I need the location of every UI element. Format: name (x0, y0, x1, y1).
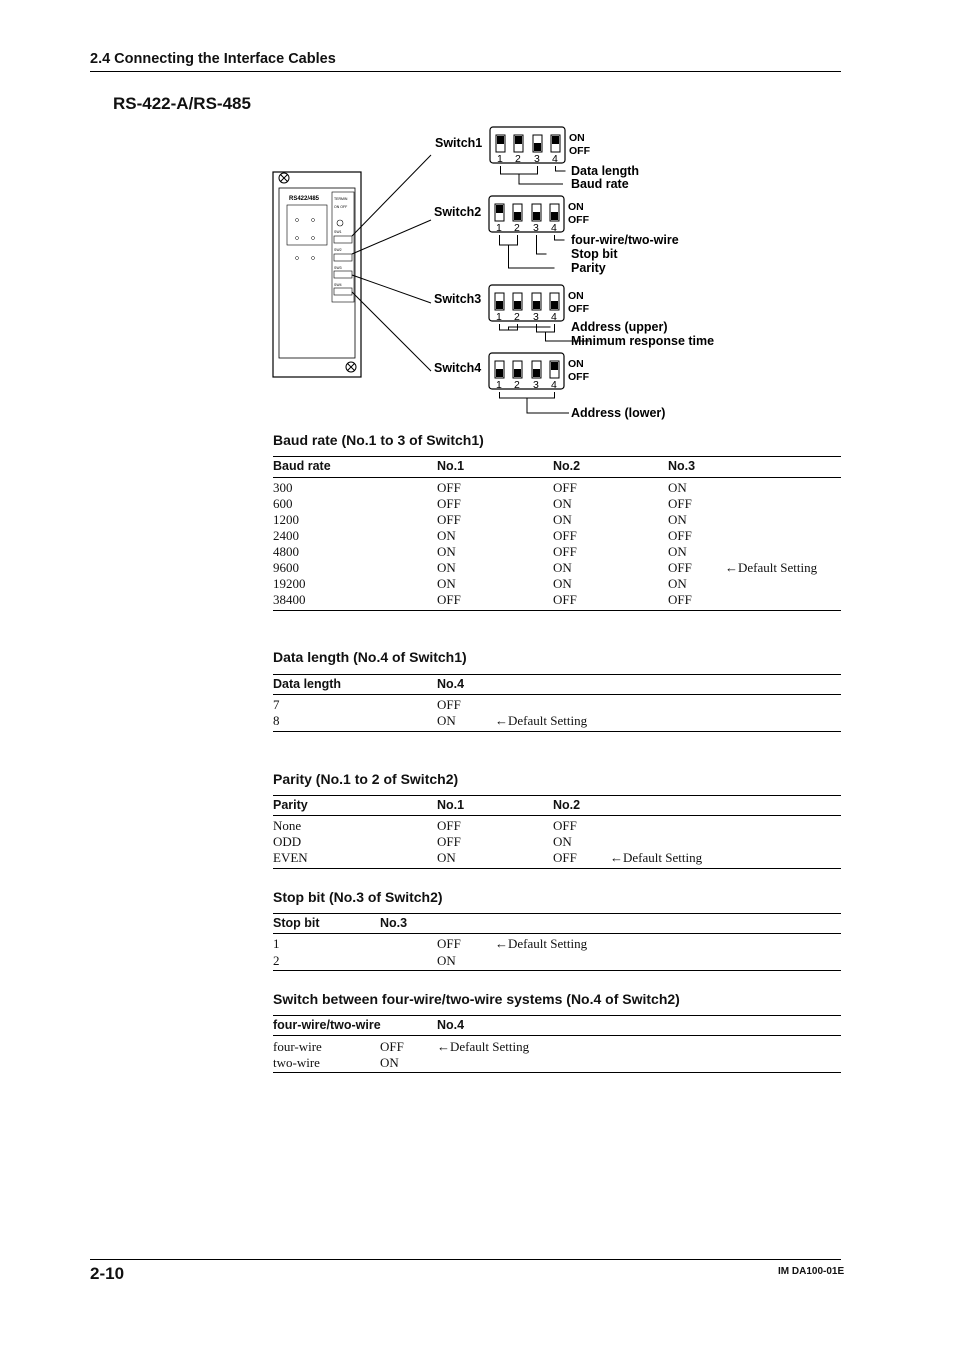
switch4-name: Switch4 (434, 361, 482, 375)
switch4-group (434, 353, 665, 420)
switch3-number-1: 1 (496, 311, 502, 323)
switch1-number-4: 4 (552, 153, 558, 165)
parity-table-header-rule (273, 815, 841, 816)
parity-row-2-col-3: ←Default Setting (610, 850, 703, 865)
switch4-on-label: ON (568, 358, 584, 370)
switch3-number-4: 4 (551, 311, 557, 323)
switch1-lever-4 (552, 136, 559, 144)
switch2-on-label: ON (568, 201, 584, 213)
switch1-number-2: 2 (515, 153, 521, 165)
parity-row-0-col-2: OFF (553, 818, 577, 833)
parity-table-top-rule (273, 795, 841, 796)
switch1-group (435, 127, 639, 191)
switch2-lever-1 (496, 205, 503, 213)
switch4-number-1: 1 (496, 379, 502, 391)
switch1-label-0: Data length (571, 164, 640, 178)
wire-table-bottom-rule (273, 1072, 841, 1073)
baud-row-4-col-3: ON (668, 544, 687, 559)
baud-row-7-col-2: OFF (553, 592, 577, 607)
baud-row-5-col-2: ON (553, 560, 572, 575)
module-sw3-label: SW3 (334, 266, 342, 270)
parity-row-0-col-0: None (273, 818, 302, 833)
stopbit-table-header-rule (273, 933, 841, 934)
stopbit-row-0-col-1: OFF (437, 936, 461, 951)
module-sw4-label: SW4 (334, 283, 342, 287)
switch2-name: Switch2 (434, 205, 482, 219)
document-code: IM DA100-01E (778, 1266, 845, 1277)
baud-row-5-col-4: ←Default Setting (725, 560, 818, 575)
switch4-lever-1 (496, 369, 503, 377)
parity-header-no2: No.2 (553, 798, 581, 812)
dip-switch-diagram (265, 120, 785, 430)
baud-row-3-col-2: OFF (553, 528, 577, 543)
stopbit-row-0-col-2: ←Default Setting (495, 936, 588, 951)
datalen-row-0-col-0: 7 (273, 697, 280, 712)
baud-header-no2: No.2 (553, 459, 581, 473)
baud-row-6-col-0: 19200 (273, 576, 306, 591)
baud-section-title: Baud rate (No.1 to 3 of Switch1) (273, 432, 484, 448)
baud-row-4-col-1: ON (437, 544, 456, 559)
switch3-label-0: Address (upper) (571, 320, 668, 334)
stopbit-table-top-rule (273, 913, 841, 914)
parity-row-1-col-2: ON (553, 834, 572, 849)
baud-row-7-col-1: OFF (437, 592, 461, 607)
baud-row-0-col-3: ON (668, 480, 687, 495)
baud-header-baud: Baud rate (273, 459, 331, 473)
baud-row-0-col-1: OFF (437, 480, 461, 495)
wire-section-title: Switch between four-wire/two-wire systems (No.4 of Switch2) (273, 991, 680, 1007)
switch4-off-label: OFF (568, 371, 589, 383)
stopbit-table-bottom-rule (273, 970, 841, 971)
switch4-number-2: 2 (514, 379, 520, 391)
switch2-number-2: 2 (514, 222, 520, 234)
switch4-number-4: 4 (551, 379, 557, 391)
module-sw1-label: SW1 (334, 230, 342, 234)
baud-row-7-col-3: OFF (668, 592, 692, 607)
switch2-lever-4 (551, 212, 558, 220)
switch1-number-1: 1 (497, 153, 503, 165)
datalen-table-bottom-rule (273, 731, 841, 732)
parity-section-title: Parity (No.1 to 2 of Switch2) (273, 771, 459, 787)
switch3-label-1: Minimum response time (571, 334, 715, 348)
wire-header-no4: No.4 (437, 1018, 465, 1032)
parity-row-2-col-1: ON (437, 850, 456, 865)
baud-row-2-col-3: ON (668, 512, 687, 527)
datalen-header-length: Data length (273, 677, 342, 691)
stopbit-row-1-col-0: 2 (273, 953, 280, 968)
baud-row-2-col-2: ON (553, 512, 572, 527)
datalen-table-header-rule (273, 694, 841, 695)
switch3-number-3: 3 (533, 311, 539, 323)
baud-row-2-col-1: OFF (437, 512, 461, 527)
datalen-table-top-rule (273, 674, 841, 675)
baud-row-6-col-3: ON (668, 576, 687, 591)
switch3-lever-2 (514, 301, 521, 309)
switch4-lever-2 (514, 369, 521, 377)
parity-row-0-col-1: OFF (437, 818, 461, 833)
switch1-number-3: 3 (534, 153, 540, 165)
switch1-lever-3 (534, 143, 541, 151)
baud-row-5-col-1: ON (437, 560, 456, 575)
termin-label: TERMIN (334, 197, 348, 201)
baud-row-1-col-2: ON (553, 496, 572, 511)
stopbit-section-title: Stop bit (No.3 of Switch2) (273, 889, 443, 905)
header-rule (90, 71, 841, 72)
wire-row-1-col-1: ON (380, 1055, 399, 1070)
switch1-lever-1 (497, 136, 504, 144)
baud-row-0-col-2: OFF (553, 480, 577, 495)
parity-row-2-col-2: OFF (553, 850, 577, 865)
page-number: 2-10 (90, 1264, 125, 1283)
switch1-name: Switch1 (435, 136, 483, 150)
baud-table-bottom-rule (273, 610, 841, 611)
switch1-lever-2 (515, 136, 522, 144)
baud-row-4-col-0: 4800 (273, 544, 299, 559)
switch3-group (434, 285, 714, 348)
baud-row-0-col-0: 300 (273, 480, 293, 495)
switch4-number-3: 3 (533, 379, 539, 391)
stopbit-row-0-col-0: 1 (273, 936, 280, 951)
wire-table-top-rule (273, 1015, 841, 1016)
stopbit-row-1-col-1: ON (437, 953, 456, 968)
switch2-lever-2 (514, 212, 521, 220)
baud-row-3-col-0: 2400 (273, 528, 299, 543)
switch2-label-0: four-wire/two-wire (571, 233, 679, 247)
baud-row-1-col-1: OFF (437, 496, 461, 511)
footer-rule (90, 1259, 841, 1260)
baud-row-7-col-0: 38400 (273, 592, 306, 607)
baud-table-header-rule (273, 477, 841, 478)
wire-row-0-col-0: four-wire (273, 1039, 322, 1054)
switch3-on-label: ON (568, 290, 584, 302)
switch1-on-label: ON (569, 132, 585, 144)
switch1-label-1: Baud rate (571, 177, 629, 191)
wire-table-header-rule (273, 1035, 841, 1036)
wire-row-0-col-2: ←Default Setting (437, 1039, 530, 1054)
baud-header-no1: No.1 (437, 459, 465, 473)
datalen-section-title: Data length (No.4 of Switch1) (273, 649, 467, 665)
wire-row-0-col-1: OFF (380, 1039, 404, 1054)
baud-row-6-col-1: ON (437, 576, 456, 591)
switch3-lever-4 (551, 301, 558, 309)
switch2-group (434, 196, 679, 275)
switch2-label-2: Parity (571, 261, 606, 275)
section-header: 2.4 Connecting the Interface Cables (90, 51, 336, 67)
baud-header-no3: No.3 (668, 459, 696, 473)
parity-header-parity: Parity (273, 798, 308, 812)
parity-row-1-col-1: OFF (437, 834, 461, 849)
switch4-lever-4 (551, 362, 558, 370)
baud-row-4-col-2: OFF (553, 544, 577, 559)
page-title: RS-422-A/RS-485 (113, 94, 251, 113)
datalen-row-1-col-1: ON (437, 713, 456, 728)
switch3-lever-1 (496, 301, 503, 309)
baud-row-1-col-3: OFF (668, 496, 692, 511)
switch3-name: Switch3 (434, 292, 482, 306)
switch4-lever-3 (533, 369, 540, 377)
switch3-off-label: OFF (568, 303, 589, 315)
baud-row-2-col-0: 1200 (273, 512, 299, 527)
baud-row-3-col-3: OFF (668, 528, 692, 543)
parity-header-no1: No.1 (437, 798, 465, 812)
baud-row-5-col-0: 9600 (273, 560, 299, 575)
stopbit-header-no3: No.3 (380, 916, 408, 930)
baud-row-1-col-0: 600 (273, 496, 293, 511)
datalen-row-1-col-2: ←Default Setting (495, 713, 588, 728)
parity-row-1-col-0: ODD (273, 834, 302, 849)
baud-table-top-rule (273, 456, 841, 457)
baud-row-6-col-2: ON (553, 576, 572, 591)
switch2-number-1: 1 (496, 222, 502, 234)
switch2-number-4: 4 (551, 222, 557, 234)
switch2-number-3: 3 (533, 222, 539, 234)
stopbit-header-stopbit: Stop bit (273, 916, 320, 930)
parity-table-bottom-rule (273, 868, 841, 869)
datalen-row-1-col-0: 8 (273, 713, 280, 728)
module-panel (273, 172, 361, 377)
switch2-off-label: OFF (568, 214, 589, 226)
wire-header-mode: four-wire/two-wire (273, 1018, 381, 1032)
switch2-label-1: Stop bit (571, 247, 618, 261)
module-label: RS422/485 (289, 196, 320, 202)
baud-row-5-col-3: OFF (668, 560, 692, 575)
module-sw2-label: SW2 (334, 248, 342, 252)
parity-row-2-col-0: EVEN (273, 850, 308, 865)
switch1-off-label: OFF (569, 145, 590, 157)
baud-row-3-col-1: ON (437, 528, 456, 543)
switch3-lever-3 (533, 301, 540, 309)
switch4-label-0: Address (lower) (571, 406, 666, 420)
switch3-number-2: 2 (514, 311, 520, 323)
termin-onoff-label: ON OFF (334, 205, 348, 209)
datalen-row-0-col-1: OFF (437, 697, 461, 712)
datalen-header-no4: No.4 (437, 677, 465, 691)
switch2-lever-3 (533, 212, 540, 220)
wire-row-1-col-0: two-wire (273, 1055, 320, 1070)
